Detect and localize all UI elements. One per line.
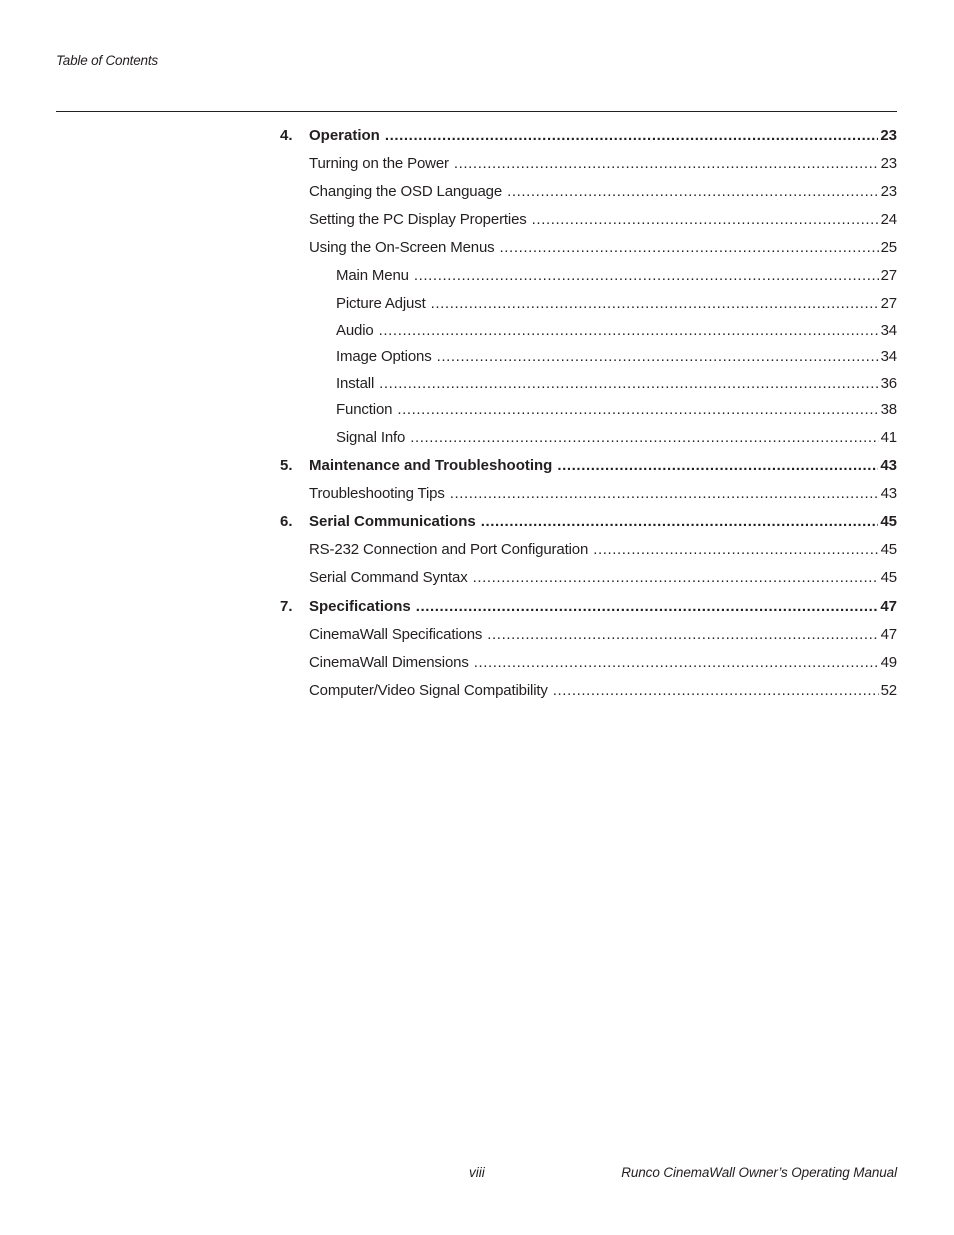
toc-dot-leader: [553, 682, 879, 699]
toc-dot-leader: [487, 626, 878, 643]
toc-entry[interactable]: [309, 183, 897, 203]
toc-chapter-number: 7.: [280, 598, 293, 615]
toc-page-number: 34: [880, 322, 897, 339]
toc-entry-title: Install: [336, 375, 375, 392]
toc-dot-leader: [473, 569, 879, 586]
toc-entry-title: CinemaWall Dimensions: [309, 654, 469, 671]
toc-page-number: 45: [880, 541, 897, 558]
toc-dot-leader: [431, 295, 879, 312]
header-divider: [56, 111, 897, 112]
toc-page-number: 47: [880, 598, 897, 615]
toc-entry-title: Maintenance and Troubleshooting: [309, 457, 553, 474]
toc-entry[interactable]: [336, 401, 897, 421]
toc-entry[interactable]: [309, 569, 897, 589]
toc-page-number: 27: [880, 267, 897, 284]
toc-dot-leader: [593, 541, 878, 558]
toc-entry-title: RS-232 Connection and Port Configuration: [309, 541, 589, 558]
toc-chapter-entry[interactable]: [280, 513, 897, 533]
toc-entry-title: Operation: [309, 127, 380, 144]
toc-entry[interactable]: [336, 429, 897, 449]
toc-chapter-entry[interactable]: [280, 457, 897, 477]
toc-entry[interactable]: [336, 322, 897, 342]
toc-entry[interactable]: [336, 295, 897, 315]
toc-entry-title: Signal Info: [336, 429, 406, 446]
toc-page-number: 23: [880, 155, 897, 172]
toc-entry[interactable]: [309, 682, 897, 702]
toc-chapter-entry[interactable]: [280, 127, 897, 147]
toc-entry-title: Changing the OSD Language: [309, 183, 503, 200]
toc-dot-leader: [481, 513, 879, 530]
toc-dot-leader: [450, 485, 879, 502]
toc-entry[interactable]: [336, 267, 897, 287]
toc-entry[interactable]: [309, 155, 897, 175]
toc-dot-leader: [454, 155, 879, 172]
toc-page-number: 38: [880, 401, 897, 418]
toc-chapter-entry[interactable]: [280, 598, 897, 618]
toc-page-number: 27: [880, 295, 897, 312]
toc-entry-title: Picture Adjust: [336, 295, 426, 312]
toc-page-number: 45: [880, 513, 897, 530]
toc-dot-leader: [414, 267, 879, 284]
toc-dot-leader: [379, 375, 878, 392]
toc-page-number: 36: [880, 375, 897, 392]
toc-dot-leader: [557, 457, 878, 474]
toc-entry-title: Specifications: [309, 598, 411, 615]
toc-page-number: 47: [880, 626, 897, 643]
toc-page-number: 25: [880, 239, 897, 256]
toc-dot-leader: [437, 348, 879, 365]
toc-entry-title: Troubleshooting Tips: [309, 485, 445, 502]
toc-entry-title: Setting the PC Display Properties: [309, 211, 527, 228]
toc-dot-leader: [416, 598, 879, 615]
toc-entry-title: Image Options: [336, 348, 432, 365]
toc-entry-title: Function: [336, 401, 393, 418]
toc-entry[interactable]: [309, 541, 897, 561]
toc-dot-leader: [397, 401, 878, 418]
toc-entry[interactable]: [309, 654, 897, 674]
toc-entry-title: Using the On-Screen Menus: [309, 239, 495, 256]
toc-dot-leader: [532, 211, 879, 228]
toc-entry[interactable]: [336, 348, 897, 368]
toc-page-number: 24: [880, 211, 897, 228]
toc-page-number: 49: [880, 654, 897, 671]
toc-page-number: 34: [880, 348, 897, 365]
toc-entry[interactable]: [309, 626, 897, 646]
toc-chapter-number: 4.: [280, 127, 293, 144]
toc-entry-title: Main Menu: [336, 267, 409, 284]
toc-dot-leader: [500, 239, 879, 256]
toc-entry-title: CinemaWall Specifications: [309, 626, 483, 643]
toc-entry-title: Audio: [336, 322, 374, 339]
footer-page-number: viii: [469, 1165, 485, 1180]
toc-chapter-number: 6.: [280, 513, 293, 530]
toc-page-number: 43: [880, 485, 897, 502]
toc-dot-leader: [474, 654, 879, 671]
toc-entry-title: Computer/Video Signal Compatibility: [309, 682, 548, 699]
toc-dot-leader: [385, 127, 878, 144]
toc-dot-leader: [507, 183, 879, 200]
toc-entry[interactable]: [309, 211, 897, 231]
toc-dot-leader: [379, 322, 879, 339]
toc-dot-leader: [410, 429, 878, 446]
toc-entry[interactable]: [336, 375, 897, 395]
toc-chapter-number: 5.: [280, 457, 293, 474]
toc-page-number: 41: [880, 429, 897, 446]
toc-entry-title: Serial Command Syntax: [309, 569, 468, 586]
toc-page-number: 23: [880, 127, 897, 144]
toc-page-number: 52: [880, 682, 897, 699]
toc-page-number: 23: [880, 183, 897, 200]
toc-entry-title: Serial Communications: [309, 513, 476, 530]
toc-entry[interactable]: [309, 485, 897, 505]
toc-entry-title: Turning on the Power: [309, 155, 449, 172]
toc-page-number: 43: [880, 457, 897, 474]
toc-entry[interactable]: [309, 239, 897, 259]
footer-manual-title: Runco CinemaWall Owner’s Operating Manual: [621, 1165, 897, 1180]
running-header: Table of Contents: [56, 53, 158, 68]
toc-page-number: 45: [880, 569, 897, 586]
